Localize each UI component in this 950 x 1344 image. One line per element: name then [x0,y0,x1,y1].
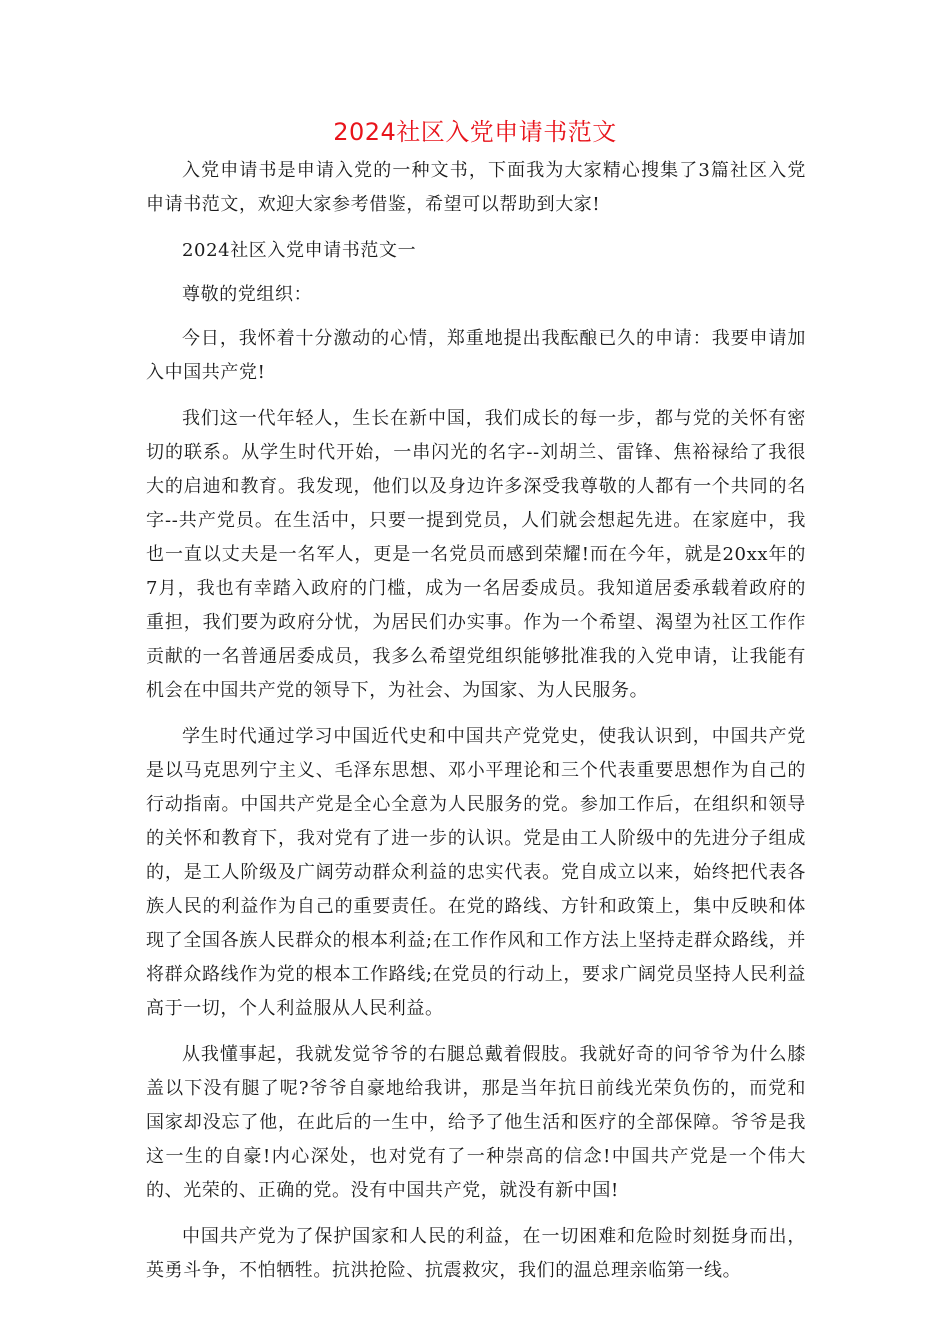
body-paragraph: 今日，我怀着十分激动的心情，郑重地提出我酝酿已久的申请：我要申请加入中国共产党! [146,328,806,383]
intro-paragraph: 入党申请书是申请入党的一种文书，下面我为大家精心搜集了3篇社区入党申请书范文，欢迎大家参考借鉴，希望可以帮助到大家! [146,160,806,215]
body-paragraph: 我们这一代年轻人，生长在新中国，我们成长的每一步，都与党的关怀有密切的联系。从学生时代开始，一串闪光的名字--刘胡兰、雷锋、焦裕禄给了我很大的启迪和教育。我发现，他们以及身边许多深受我尊敬的人都有一个共同的名字--共产党员。在生活中，只要一提到党员，人们就会想起先进。在家庭中，我也一直以丈夫是一名军人，更是一名党员而感到荣耀!而在今年，就是20xx年的7月，我也有幸踏入政府的门槛，成为一名居委成员。我知道居委承载着政府的重担，我们要为政府分忧，为居民们办实事。作为一个希望、渴望为社区工作作贡献的一名普通居委成员，我多么希望党组织能够批准我的入党申请，让我能有机会在中国共产党的领导下，为社会、为国家、为人民服务。 [146,408,806,701]
section-heading: 2024社区入党申请书范文一 [182,240,417,261]
body-paragraph: 中国共产党为了保护国家和人民的利益，在一切困难和危险时刻挺身而出，英勇斗争，不怕牺牲。抗洪抢险、抗震救灾，我们的温总理亲临第一线。 [146,1226,806,1281]
document-title: 2024社区入党申请书范文 [333,118,617,146]
body-paragraph: 从我懂事起，我就发觉爷爷的右腿总戴着假肢。我就好奇的问爷爷为什么膝盖以下没有腿了呢?爷爷自豪地给我讲，那是当年抗日前线光荣负伤的，而党和国家却没忘了他，在此后的一生中，给予了他生活和医疗的全部保障。爷爷是我这一生的自豪!内心深处，也对党有了一种崇高的信念!中国共产党是一个伟大的、光荣的、正确的党。没有中国共产党，就没有新中国! [146,1044,806,1201]
salutation: 尊敬的党组织： [182,284,313,305]
document-body [146,154,806,1300]
body-paragraph: 学生时代通过学习中国近代史和中国共产党党史，使我认识到，中国共产党是以马克思列宁主义、毛泽东思想、邓小平理论和三个代表重要思想作为自己的行动指南。中国共产党是全心全意为人民服务的党。参加工作后，在组织和领导的关怀和教育下，我对党有了进一步的认识。党是由工人阶级中的先进分子组成的，是工人阶级及广阔劳动群众利益的忠实代表。党自成立以来，始终把代表各族人民的利益作为自己的重要责任。在党的路线、方针和政策上，集中反映和体现了全国各族人民群众的根本利益;在工作作风和工作方法上坚持走群众路线，并将群众路线作为党的根本工作路线;在党员的行动上，要求广阔党员坚持人民利益高于一切，个人利益服从人民利益。 [146,726,806,1019]
